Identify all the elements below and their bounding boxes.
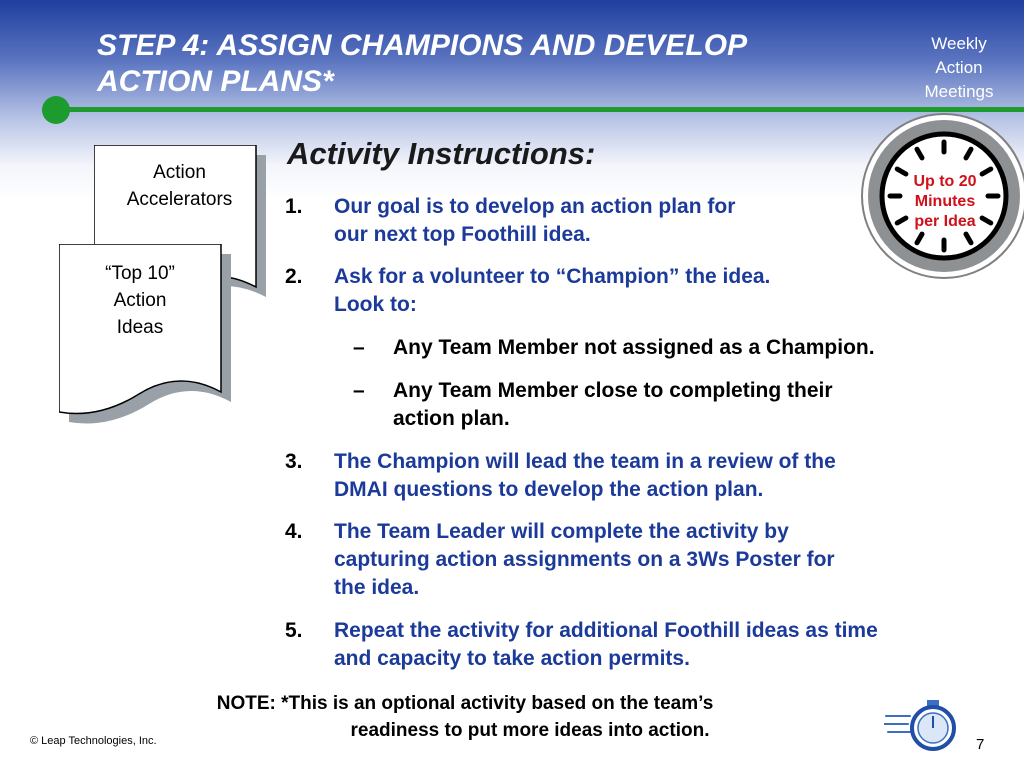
corner-label-line-3: Meetings (924, 82, 994, 101)
item-text-line: the idea. (334, 576, 420, 599)
slide-title-line-1: STEP 4: ASSIGN CHAMPIONS AND DEVELOP (97, 29, 748, 62)
note-line-2: readiness to put more ideas into action. (350, 720, 710, 741)
item-text (334, 448, 836, 504)
sub-item-text (393, 334, 875, 362)
sub-item-text (393, 377, 833, 433)
item-number: 2. (285, 265, 303, 288)
clock-line-2: Minutes (914, 193, 976, 210)
instruction-item-4 (285, 518, 985, 602)
item-text-line: Look to: (334, 293, 417, 316)
item-number: 3. (285, 450, 303, 473)
item-text (334, 518, 835, 602)
note-line-1: NOTE: *This is an optional activity based on the team’s (216, 693, 714, 714)
action-accelerators-label (102, 159, 257, 213)
item-text (334, 617, 878, 673)
copyright-text: © Leap Technologies, Inc. (30, 735, 157, 747)
dash-bullet: – (353, 336, 365, 359)
item-number: 5. (285, 619, 303, 642)
doc-front-line-1: “Top 10” (105, 263, 175, 284)
doc-front-line-2: Action (113, 290, 167, 311)
item-text-line: The Champion will lead the team in a review of the (334, 450, 836, 473)
slide-title-line-2: ACTION PLANS* (97, 65, 334, 98)
item-text-line: our next top Foothill idea. (334, 223, 591, 246)
top-10-action-ideas-label (59, 260, 221, 341)
item-number: 4. (285, 520, 303, 543)
optional-activity-note (160, 690, 860, 744)
instruction-item-1 (285, 193, 845, 249)
instruction-item-5 (285, 617, 1015, 673)
item-text-line: and capacity to take action permits. (334, 647, 690, 670)
sub-item-text-line: action plan. (393, 407, 510, 430)
item-text (334, 193, 735, 249)
clock-line-1: Up to 20 (913, 173, 977, 190)
clock-time-label (897, 172, 993, 232)
top-10-action-ideas-document (59, 244, 239, 436)
green-bullet-dot (42, 96, 70, 124)
item-text-line: Repeat the activity for additional Foothill ideas as time (334, 619, 878, 642)
weekly-action-meetings-label (904, 32, 1014, 104)
item-text-line: capturing action assignments on a 3Ws Poster for (334, 548, 835, 571)
corner-label-line-1: Weekly (931, 34, 987, 53)
slide-number: 7 (976, 736, 985, 753)
clock-line-3: per Idea (914, 213, 976, 230)
item-text-line: Our goal is to develop an action plan for (334, 195, 736, 218)
sub-item-2 (353, 377, 993, 433)
stopwatch-logo-icon (884, 698, 964, 754)
item-number: 1. (285, 195, 303, 218)
sub-item-text-line: Any Team Member close to completing their (393, 379, 833, 402)
doc-front-line-3: Ideas (116, 317, 164, 338)
item-text-line: DMAI questions to develop the action plan. (334, 478, 764, 501)
instruction-item-2 (285, 263, 885, 319)
sub-item-text-line: Any Team Member not assigned as a Champion. (393, 336, 875, 359)
item-text-line: Ask for a volunteer to “Champion” the idea. (334, 265, 771, 288)
item-text (334, 263, 770, 319)
corner-label-line-2: Action (935, 58, 983, 77)
item-text-line: The Team Leader will complete the activity by (334, 520, 789, 543)
dash-bullet: – (353, 379, 365, 402)
slide-title (97, 28, 897, 100)
instruction-item-3 (285, 448, 985, 504)
sub-item-1 (353, 334, 993, 362)
activity-instructions-heading: Activity Instructions: (287, 136, 596, 171)
doc-back-line-1: Action (153, 162, 206, 183)
doc-back-line-2: Accelerators (126, 189, 233, 210)
